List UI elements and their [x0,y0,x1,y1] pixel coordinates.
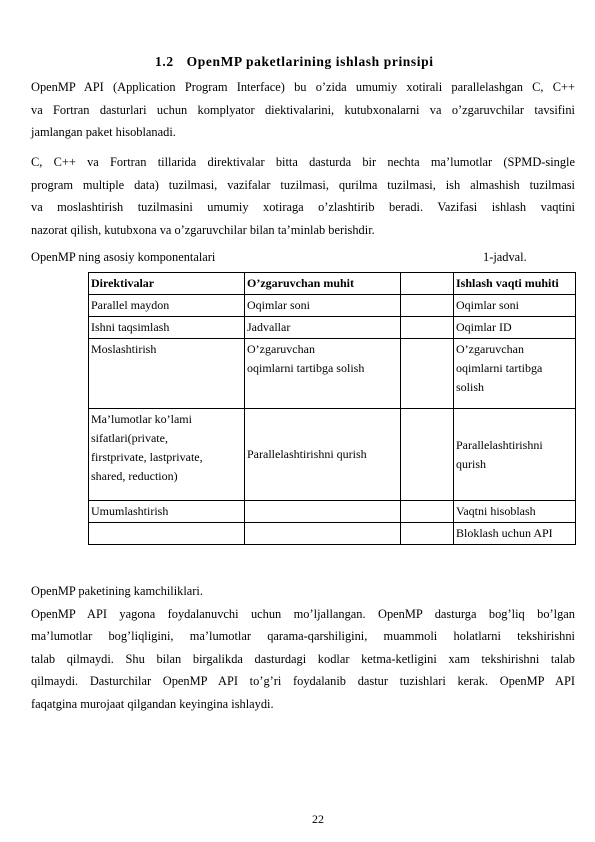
table-cell: Umumlashtirish [89,501,245,523]
table-cell: Parallel maydon [89,295,245,317]
paragraph-intro [31,76,575,144]
text-line: jamlangan paket hisoblanadi. [31,125,176,140]
page-number: 22 [312,812,324,826]
text-line: nazorat qilish, kutubxona va o’zgaruvchilar bilan ta’minlab berishdir. [31,222,375,237]
table-cell [401,501,454,523]
section-number: 1.2 [155,54,174,69]
table-row [89,317,576,339]
table-cell [245,501,401,523]
cell-line: qurish [456,456,486,471]
cell-line: oqimlarni tartibga [456,361,543,375]
text-line: va moslashtirish tuzilmasini umumiy xotiraga o’zlashtirib beradi. Vazifasi ishlash vaqtini [31,200,575,215]
table-cell [401,409,454,501]
table-header-cell: O’zgaruvchan muhit [245,273,401,295]
text-line: qilmaydi. Dasturchilar OpenMP API to’g’ri foydalanib dastur tuzishlari kerak. OpenMP API [31,674,575,689]
table-header-cell: Ishlash vaqti muhiti [454,273,576,295]
section-title: OpenMP paketlarining ishlash prinsipi [186,54,434,69]
paragraph-drawbacks [31,580,575,716]
table-cell [89,523,245,545]
text-line: C, C++ va Fortran tillarida direktivalar bitta dasturda bir nechta ma’lumotlar (SPMD-single [31,155,575,169]
cell-line: O’zgaruvchan [456,342,524,356]
table-cell [89,339,245,409]
table-cell: Oqimlar soni [454,295,576,317]
table-row [89,295,576,317]
text-line: ma’lumotlar bog’liqligini, ma’lumotlar qarama-qarshiligini, muammoli holatlarni tekshirishni [31,629,575,644]
cell-line: Parallelashtirishni [456,437,543,452]
paragraph-directives [31,151,575,241]
table-header-cell: Direktivalar [89,273,245,295]
table-cell [245,523,401,545]
table-cell [454,339,576,409]
text-line: program multiple data) tuzilmasi, vazifalar tuzilmasi, qurilma tuzilmasi, ish almashish tuzilmasi [31,177,575,192]
table-intro [31,248,575,266]
cell-line: sifatlari(private, [91,431,168,445]
table-row [89,523,576,545]
table-cell [401,317,454,339]
text-line: OpenMP API yagona foydalanuvchi uchun mo’ljallangan. OpenMP dasturga bog’liq bo’lgan [31,606,575,621]
cell-line: Parallelashtirishni qurish [247,447,367,461]
text-line: faqatgina murojaat qilgandan keyingina ishlaydi. [31,696,274,711]
table-caption: 1-jadval. [483,250,527,264]
table-cell: Bloklash uchun API [454,523,576,545]
text-line: OpenMP paketining kamchiliklari. [31,584,203,598]
cell-line: shared, reduction) [91,469,178,483]
section-heading [155,54,434,70]
text-line: talab qilmaydi. Shu bilan birgalikda dasturdagi kodlar ketma-ketligini xam tekshirishni talab [31,651,575,666]
table-cell [401,523,454,545]
table-cell [89,409,245,501]
components-table [88,272,576,545]
text-line: va Fortran dasturlari uchun komplyator diektivalarini, kutubxonalarni va o’zgaruvchilar tavsifini [31,102,575,117]
cell-line: O’zgaruvchan [247,342,315,356]
text-line: OpenMP API (Application Program Interface) bu o’zida umumiy xotirali parallelashgan C, C++ [31,80,575,94]
table-cell [401,339,454,409]
table-cell [245,339,401,409]
cell-line: Ma’lumotlar ko’lami [91,412,192,426]
table-cell [401,295,454,317]
table-intro-text: OpenMP ning asosiy komponentalari [31,250,216,264]
cell-line: oqimlarni tartibga solish [247,361,365,375]
table-row [89,409,576,501]
table-row [89,501,576,523]
table-cell: Oqimlar soni [245,295,401,317]
cell-line: Moslashtirish [91,342,157,356]
table-row [89,339,576,409]
table-cell: Ishni taqsimlash [89,317,245,339]
table-cell: Jadvallar [245,317,401,339]
table-cell: Oqimlar ID [454,317,576,339]
cell-line: solish [456,380,485,394]
table-cell [245,409,401,501]
table-cell: Vaqtni hisoblash [454,501,576,523]
table-header-row [89,273,576,295]
table-cell [454,409,576,501]
table-header-cell [401,273,454,295]
cell-line: firstprivate, lastprivate, [91,450,203,464]
